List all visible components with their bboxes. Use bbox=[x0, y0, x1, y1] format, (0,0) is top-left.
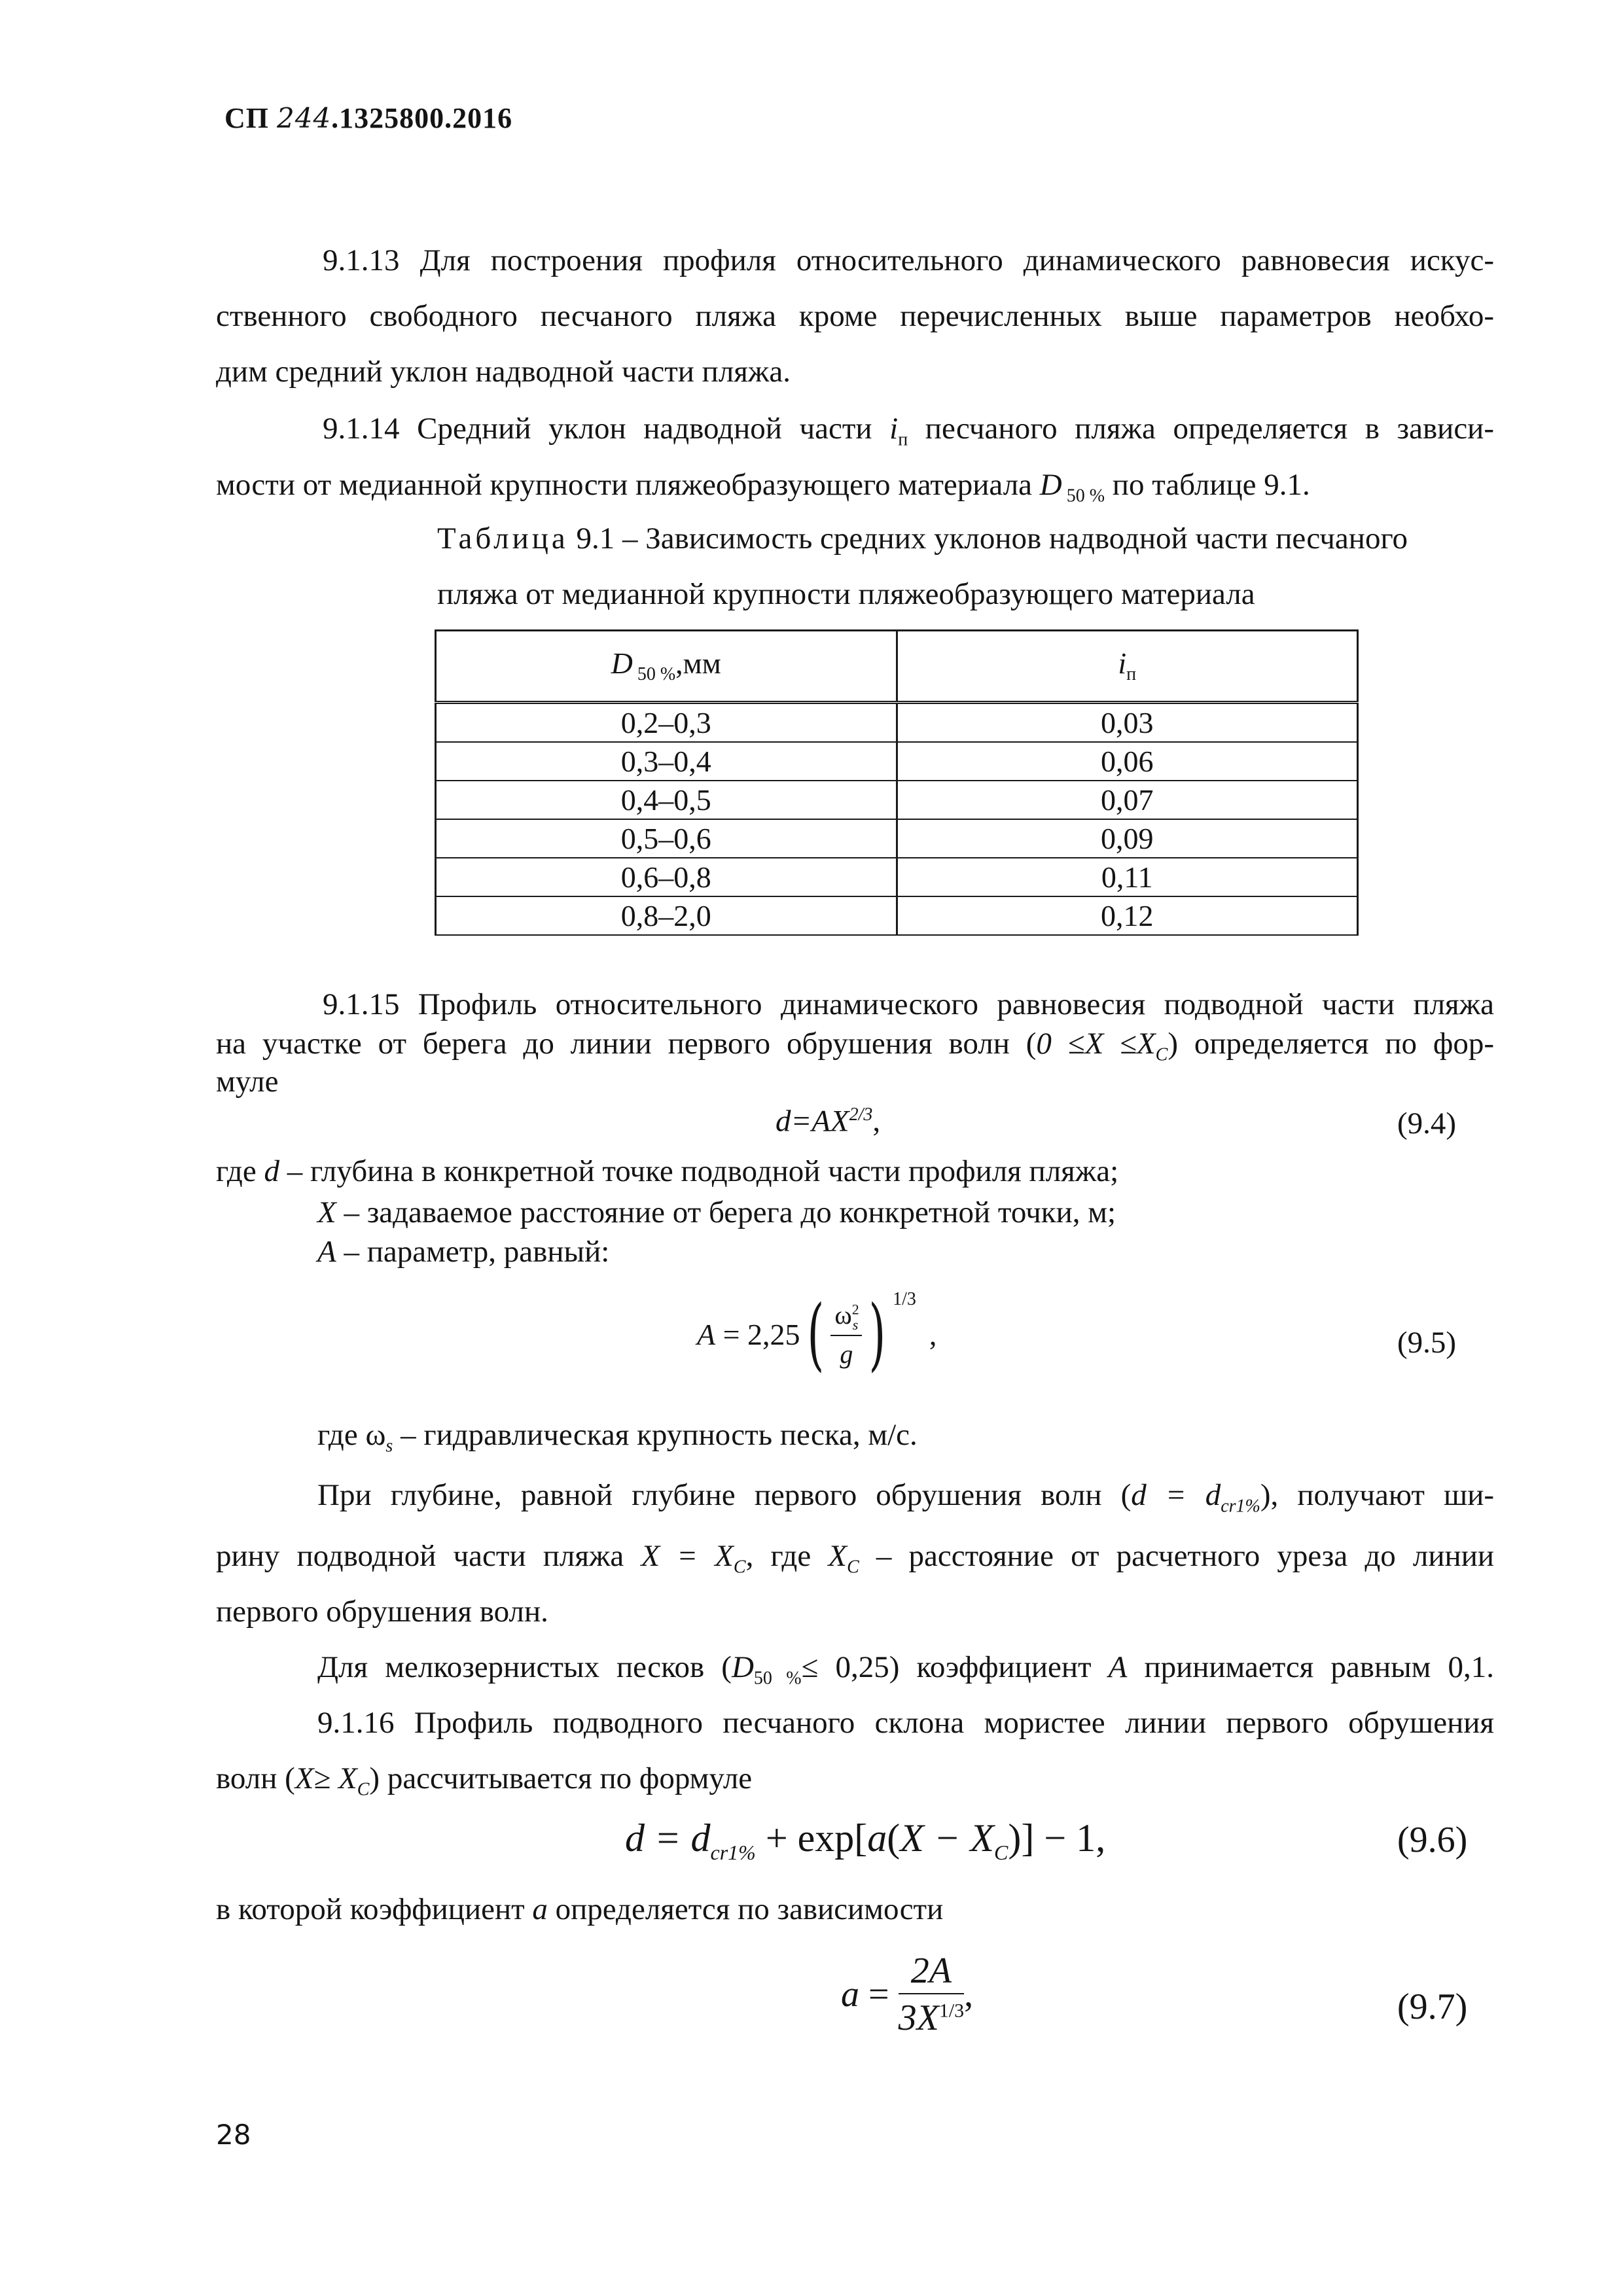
p9-1-15-line1: 9.1.15 Профиль относительного динамического равновесия подводной части пляжа bbox=[323, 987, 1494, 1021]
handwritten-number: 244 bbox=[277, 102, 332, 134]
p9-1-15-line2: на участке от берега до линии первого обрушения волн $(0 \le X \le X_C)$ определяется по фор- bbox=[216, 1027, 1494, 1065]
p9-1-16-line2: волн $(X\ge X_C)$ рассчитывается по формуле bbox=[216, 1761, 753, 1800]
p-depth-line2: рину подводной части пляжа $X = X_C$, где $X_C$ – расстояние от расчетного уреза до линии bbox=[216, 1539, 1494, 1578]
equation-number-9-6: (9.6) bbox=[1397, 1820, 1468, 1860]
header-suffix: .1325800.2016 bbox=[331, 102, 513, 134]
table-caption-line2: пляжа от медианной крупности пляжеобразующего материала bbox=[437, 577, 1255, 611]
where-a: A – параметр, равный: bbox=[317, 1235, 610, 1269]
p-depth-line1: При глубине, равной глубине первого обрушения волн $(d = d_{cr1\%})$, получают ши- bbox=[317, 1478, 1494, 1517]
equation-number-9-7: (9.7) bbox=[1397, 1987, 1468, 2027]
p9-1-14-line2: мости от медианной крупности пляжеобразующего материала D $_{50 \%}$ по таблице 9.1. bbox=[216, 468, 1310, 506]
p9-1-16-line1: 9.1.16 Профиль подводного песчаного склона мористее линии первого обрушения bbox=[317, 1706, 1494, 1740]
equation-number-9-4: (9.4) bbox=[1397, 1106, 1457, 1140]
slope-table bbox=[435, 629, 1359, 936]
table-caption-line1: Таблица 9.1 – Зависимость средних уклонов надводной части песчаного bbox=[437, 521, 1408, 556]
p9-1-16-line3: в которой коэффициент a определяется по зависимости bbox=[216, 1892, 944, 1926]
equation-9-4: $d=AX^{2/3}$, bbox=[776, 1104, 881, 1139]
p-fine-sands: Для мелкозернистых песков $(D_{50 \%}\le 0,25)$ коэффициент A принимается равным 0,1. bbox=[317, 1650, 1495, 1689]
table-row: 0,8–2,0 0,12 bbox=[436, 896, 1358, 935]
header-prefix: СП bbox=[224, 102, 277, 134]
table-row: 0,4–0,5 0,07 bbox=[436, 781, 1358, 819]
equation-9-6: $d = d_{cr1\%} + \exp[a(X - X_C)] - 1$, bbox=[625, 1816, 1106, 1864]
where-d: где d – глубина в конкретной точке подводной части профиля пляжа; bbox=[216, 1154, 1119, 1188]
table-header-d50: D $_{50 \%}$,мм bbox=[436, 631, 897, 703]
document-header bbox=[224, 101, 512, 135]
where-omega: где $\omega_s$ – гидравлическая крупность песка, м/с. bbox=[317, 1418, 918, 1457]
p9-1-13-line2: ственного свободного песчаного пляжа кроме перечисленных выше параметров необхо- bbox=[216, 299, 1494, 333]
table-header-ip: $i_п$ bbox=[897, 631, 1358, 703]
p9-1-13-line3: дим средний уклон надводной части пляжа. bbox=[216, 355, 791, 389]
equation-9-7: a = $\frac{2A}{3X^{1/3}}$ , bbox=[841, 1951, 974, 2038]
p9-1-15-line3: муле bbox=[216, 1065, 279, 1099]
page-number: 28 bbox=[216, 2119, 251, 2151]
table-row: 0,6–0,8 0,11 bbox=[436, 858, 1358, 896]
p-depth-line3: первого обрушения волн. bbox=[216, 1595, 548, 1629]
table-row: 0,3–0,4 0,06 bbox=[436, 742, 1358, 781]
table-row: 0,5–0,6 0,09 bbox=[436, 819, 1358, 858]
p9-1-14-line1: 9.1.14 Средний уклон надводной части $i_п$ песчаного пляжа определяется в зависи- bbox=[323, 412, 1494, 450]
equation-number-9-5: (9.5) bbox=[1397, 1326, 1457, 1360]
where-x: X – задаваемое расстояние от берега до конкретной точки, м; bbox=[317, 1195, 1116, 1229]
table-header-row bbox=[436, 631, 1358, 703]
table-row: 0,2–0,3 0,03 bbox=[436, 703, 1358, 743]
equation-9-5: A = 2,25( $\frac{\omega^2_s}{g}$ ) $^{1/3}$, bbox=[697, 1288, 937, 1380]
p9-1-13-line1: 9.1.13 Для построения профиля относительного динамического равновесия искус- bbox=[323, 243, 1494, 277]
